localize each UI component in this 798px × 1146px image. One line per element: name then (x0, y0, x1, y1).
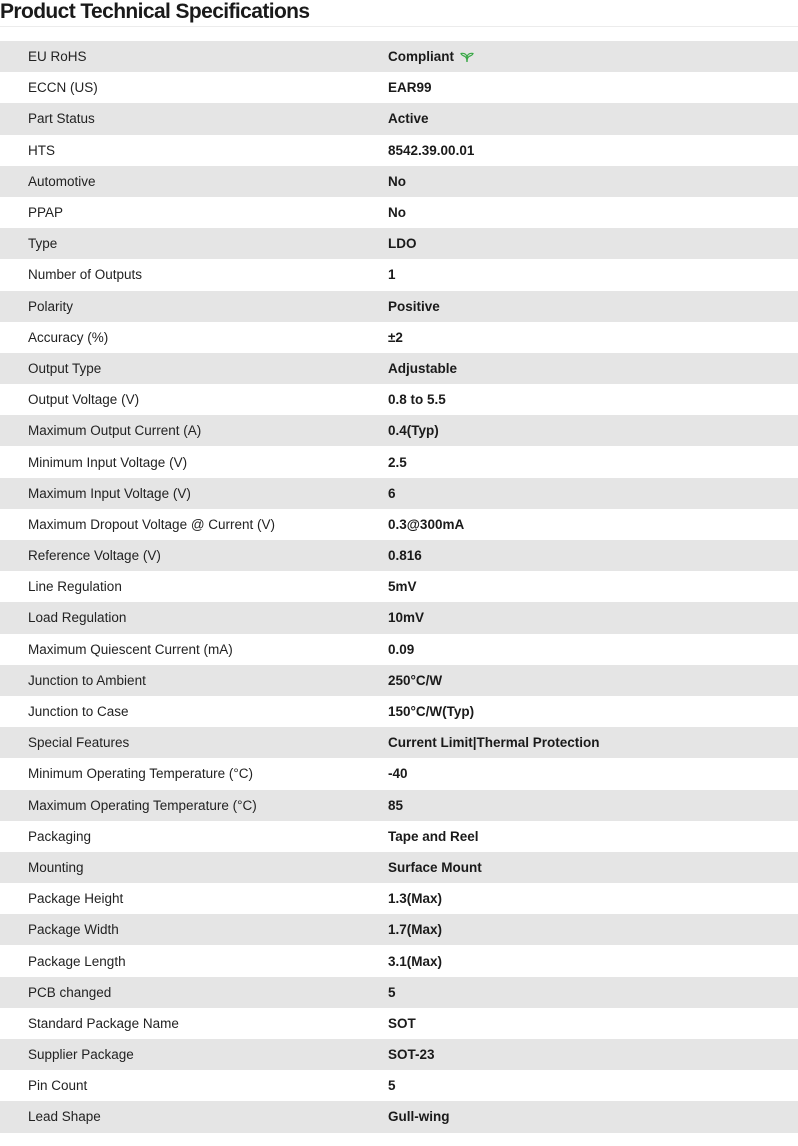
spec-value: Surface Mount (388, 859, 482, 875)
spec-value-cell (388, 1047, 798, 1062)
spec-row (0, 384, 798, 415)
spec-row (0, 259, 798, 290)
spec-label: Reference Voltage (V) (28, 548, 161, 564)
spec-value-cell (388, 1016, 798, 1031)
spec-value-cell (388, 330, 798, 345)
spec-value: Adjustable (388, 360, 458, 376)
spec-row (0, 322, 798, 353)
spec-label: Type (28, 236, 58, 252)
spec-value-cell (388, 143, 798, 158)
spec-row (0, 509, 798, 540)
spec-label: Lead Shape (28, 1109, 101, 1125)
spec-value-cell (388, 49, 798, 64)
spec-row (0, 727, 798, 758)
spec-value: ±2 (388, 329, 403, 345)
spec-value: SOT (388, 1015, 416, 1031)
spec-value: Active (388, 111, 429, 127)
spec-label: Polarity (28, 298, 74, 314)
spec-row (0, 291, 798, 322)
spec-value: 1 (388, 267, 396, 283)
specs-table (0, 41, 798, 1133)
spec-value: No (388, 205, 406, 221)
spec-value: 3.1(Max) (388, 953, 443, 969)
spec-value-cell (388, 1109, 798, 1124)
spec-row (0, 790, 798, 821)
spec-value-cell (388, 642, 798, 657)
spec-label: Minimum Input Voltage (V) (28, 454, 188, 470)
spec-value-cell (388, 205, 798, 220)
spec-row (0, 696, 798, 727)
spec-value-cell (388, 954, 798, 969)
spec-row (0, 1039, 798, 1070)
title-divider (0, 26, 798, 27)
spec-value-cell (388, 891, 798, 906)
spec-row (0, 41, 798, 72)
spec-value: LDO (388, 236, 417, 252)
spec-label: PPAP (28, 205, 64, 221)
spec-row (0, 197, 798, 228)
spec-row (0, 758, 798, 789)
spec-value: 5 (388, 1078, 396, 1094)
spec-label: Package Height (28, 891, 124, 907)
spec-label: Packaging (28, 828, 92, 844)
spec-label: Part Status (28, 111, 95, 127)
spec-value: 10mV (388, 610, 425, 626)
spec-row (0, 883, 798, 914)
spec-value: Positive (388, 298, 440, 314)
spec-value-cell (388, 579, 798, 594)
spec-value: 1.7(Max) (388, 922, 443, 938)
spec-row (0, 446, 798, 477)
spec-row (0, 665, 798, 696)
page-title: Product Technical Specifications (0, 0, 310, 23)
spec-value: 150°C/W(Typ) (388, 704, 475, 720)
spec-label: Maximum Input Voltage (V) (28, 485, 191, 501)
spec-label: Pin Count (28, 1078, 88, 1094)
spec-row (0, 103, 798, 134)
spec-value-cell (388, 174, 798, 189)
spec-value-cell (388, 735, 798, 750)
spec-value-cell (388, 455, 798, 470)
spec-row (0, 945, 798, 976)
spec-value-cell (388, 985, 798, 1000)
spec-value: 0.8 to 5.5 (388, 392, 446, 408)
spec-value-cell (388, 798, 798, 813)
spec-label: ECCN (US) (28, 80, 98, 96)
spec-label: Line Regulation (28, 579, 122, 595)
spec-row (0, 228, 798, 259)
spec-value: 250°C/W (388, 672, 443, 688)
spec-row (0, 166, 798, 197)
spec-value-cell (388, 486, 798, 501)
spec-value: 0.3@300mA (388, 516, 465, 532)
spec-value: Current Limit|Thermal Protection (388, 735, 600, 751)
spec-value: 5 (388, 984, 396, 1000)
spec-value: 85 (388, 797, 404, 813)
spec-value: Gull-wing (388, 1109, 450, 1125)
spec-label: Number of Outputs (28, 267, 143, 283)
spec-value-cell (388, 704, 798, 719)
spec-row (0, 821, 798, 852)
spec-value-cell (388, 922, 798, 937)
spec-label: Special Features (28, 735, 130, 751)
spec-value-cell (388, 548, 798, 563)
spec-value-cell (388, 1078, 798, 1093)
spec-label: Junction to Ambient (28, 672, 146, 688)
spec-value-cell (388, 111, 798, 126)
spec-row (0, 415, 798, 446)
spec-value: EAR99 (388, 80, 432, 96)
spec-row (0, 914, 798, 945)
spec-row (0, 353, 798, 384)
spec-value: 1.3(Max) (388, 891, 443, 907)
spec-value-cell (388, 423, 798, 438)
spec-row (0, 1008, 798, 1039)
spec-row (0, 852, 798, 883)
spec-label: Package Width (28, 922, 119, 938)
spec-label: Junction to Case (28, 704, 129, 720)
spec-label: Output Voltage (V) (28, 392, 140, 408)
spec-label: Accuracy (%) (28, 329, 109, 345)
spec-label: PCB changed (28, 984, 112, 1000)
spec-value-cell (388, 236, 798, 251)
spec-label: Load Regulation (28, 610, 127, 626)
spec-value-cell (388, 517, 798, 532)
spec-label: Minimum Operating Temperature (°C) (28, 766, 253, 782)
spec-value-cell (388, 860, 798, 875)
spec-row (0, 540, 798, 571)
spec-label: EU RoHS (28, 49, 87, 65)
spec-value: 0.816 (388, 548, 422, 564)
spec-value: No (388, 173, 406, 189)
spec-value-cell (388, 673, 798, 688)
spec-value-cell (388, 766, 798, 781)
spec-value-cell (388, 299, 798, 314)
spec-label: Mounting (28, 859, 84, 875)
spec-value-cell (388, 361, 798, 376)
spec-label: HTS (28, 142, 55, 158)
spec-label: Maximum Quiescent Current (mA) (28, 641, 233, 657)
spec-value-cell (388, 610, 798, 625)
spec-row (0, 634, 798, 665)
spec-label: Output Type (28, 360, 102, 376)
spec-value-cell (388, 829, 798, 844)
spec-value-cell (388, 392, 798, 407)
spec-row (0, 478, 798, 509)
spec-label: Standard Package Name (28, 1015, 179, 1031)
spec-value: Compliant (388, 49, 454, 65)
spec-row (0, 1101, 798, 1132)
spec-label: Package Length (28, 953, 126, 969)
spec-value: 0.4(Typ) (388, 423, 439, 439)
spec-row (0, 602, 798, 633)
spec-row (0, 571, 798, 602)
leaf-icon (460, 51, 474, 63)
spec-value: 6 (388, 485, 396, 501)
spec-value: Tape and Reel (388, 828, 479, 844)
spec-row (0, 135, 798, 166)
spec-label: Supplier Package (28, 1047, 134, 1063)
spec-value-cell (388, 267, 798, 282)
spec-value: 2.5 (388, 454, 407, 470)
spec-label: Automotive (28, 173, 96, 189)
spec-value: 0.09 (388, 641, 415, 657)
spec-value-cell (388, 80, 798, 95)
spec-value: -40 (388, 766, 408, 782)
spec-row (0, 1070, 798, 1101)
spec-label: Maximum Output Current (A) (28, 423, 202, 439)
spec-label: Maximum Operating Temperature (°C) (28, 797, 257, 813)
spec-row (0, 72, 798, 103)
spec-value: 5mV (388, 579, 417, 595)
spec-value: 8542.39.00.01 (388, 142, 475, 158)
spec-label: Maximum Dropout Voltage @ Current (V) (28, 516, 276, 532)
spec-row (0, 977, 798, 1008)
spec-value: SOT-23 (388, 1047, 435, 1063)
